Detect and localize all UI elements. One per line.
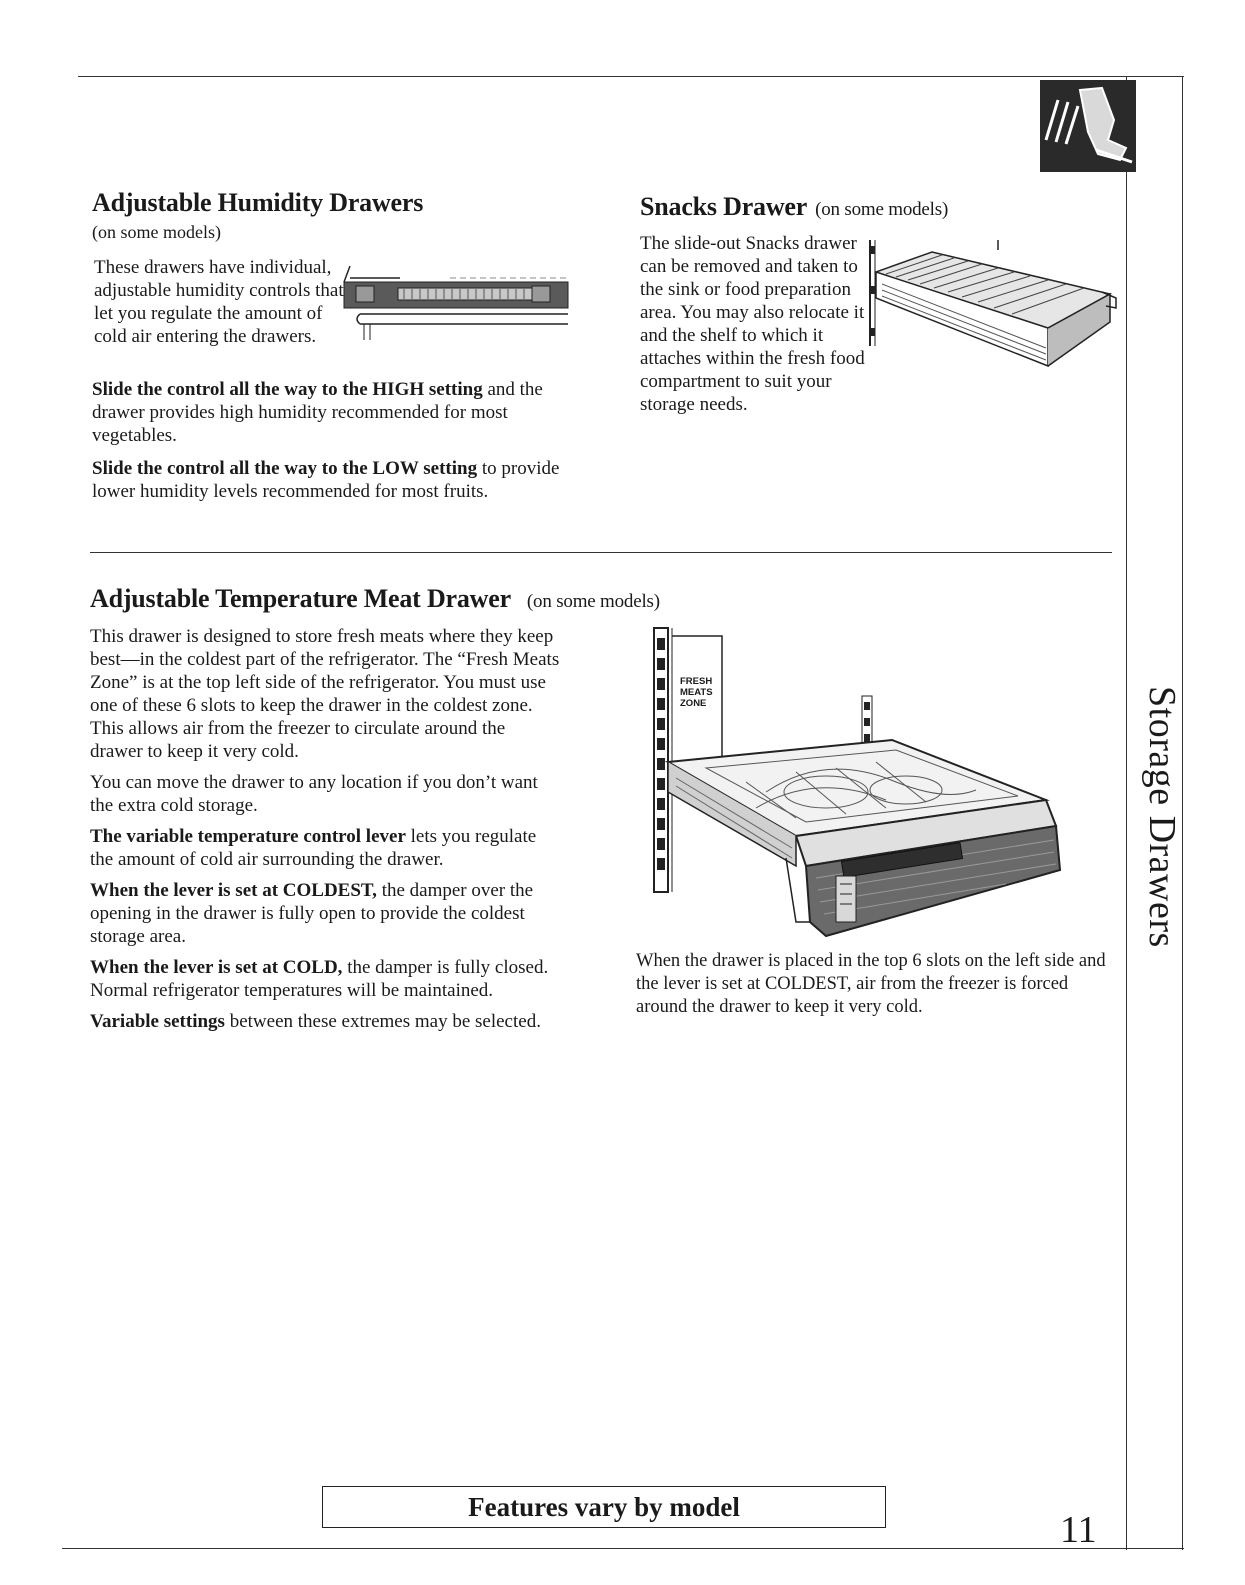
humidity-section bbox=[92, 188, 572, 253]
footer-box: Features vary by model bbox=[322, 1486, 886, 1528]
section-divider bbox=[90, 552, 1112, 553]
meat-title-text: Adjustable Temperature Meat Drawer bbox=[90, 584, 511, 613]
snacks-drawer-illustration bbox=[862, 236, 1120, 386]
humidity-high-text: and the drawer provides high humidity recommended for most vegetables. bbox=[92, 379, 543, 446]
section-tab-label: Storage Drawers bbox=[1141, 686, 1183, 948]
tab-divider bbox=[1126, 76, 1127, 1550]
page-number: 11 bbox=[1060, 1509, 1097, 1551]
meat-title bbox=[90, 584, 730, 614]
hand-press-icon bbox=[1040, 80, 1136, 172]
meat-p4-bold: When the lever is set at COLDEST, bbox=[90, 880, 377, 901]
humidity-low-bold: Slide the control all the way to the LOW setting bbox=[92, 458, 478, 479]
meat-p5-text: the damper is fully closed. Normal refrigerator temperatures will be maintained. bbox=[90, 957, 549, 1001]
meat-paragraph-2: You can move the drawer to any location if you don’t want the extra cold storage. bbox=[90, 772, 538, 816]
humidity-low-paragraph bbox=[92, 457, 572, 503]
humidity-title: Adjustable Humidity Drawers bbox=[92, 188, 424, 217]
snacks-title bbox=[640, 192, 1100, 222]
humidity-settings bbox=[92, 378, 572, 511]
meat-p6-text: between these extremes may be selected. bbox=[224, 1011, 541, 1032]
humidity-intro bbox=[94, 256, 356, 356]
meat-paragraph-5 bbox=[90, 956, 562, 1002]
humidity-low-text: to provide lower humidity levels recommended for most fruits. bbox=[92, 458, 560, 502]
zone-label-line-1: FRESH bbox=[680, 676, 713, 687]
meat-section-header bbox=[90, 584, 730, 614]
meat-body bbox=[90, 625, 562, 1041]
meat-p3-text: lets you regulate the amount of cold air surrounding the drawer. bbox=[90, 826, 537, 870]
fresh-meats-zone-label bbox=[680, 676, 713, 709]
snacks-note: (on some models) bbox=[815, 199, 949, 220]
meat-drawer-illustration bbox=[646, 622, 1086, 942]
meat-drawer-caption bbox=[636, 950, 1106, 1019]
meat-paragraph-1: This drawer is designed to store fresh meats where they keep best—in the coldest part of the refrigerator. The “Fresh Meats Zone” is at the top left side of the refrigerator. You must use one of these 6 slots to keep the drawer in the coldest zone. This allows air from the freezer to circulate around the drawer to keep it very cold. bbox=[90, 626, 560, 762]
humidity-high-paragraph bbox=[92, 378, 572, 447]
meat-caption-text: When the drawer is placed in the top 6 slots on the left side and the lever is set at COLDEST, air from the freezer is forced around the drawer to keep it very cold. bbox=[636, 951, 1106, 1017]
bottom-rule bbox=[62, 1548, 1184, 1549]
humidity-intro-text: These drawers have individual, adjustable humidity controls that let you regulate the amount of cold air entering the drawers. bbox=[94, 257, 344, 347]
snacks-text: The slide-out Snacks drawer can be removed and taken to the sink or food preparation area. You may also relocate it and the shelf to which it attaches within the fresh food compartment to suit your storage needs. bbox=[640, 233, 865, 415]
snacks-section bbox=[640, 192, 1100, 222]
humidity-high-bold: Slide the control all the way to the HIGH setting bbox=[92, 379, 483, 400]
humidity-control-illustration bbox=[340, 258, 572, 348]
meat-paragraph-4 bbox=[90, 879, 562, 948]
humidity-subtitle: (on some models) bbox=[92, 222, 221, 242]
meat-paragraph-6 bbox=[90, 1010, 562, 1033]
snacks-title-text: Snacks Drawer bbox=[640, 192, 808, 221]
zone-label-line-2: MEATS bbox=[680, 687, 713, 698]
meat-paragraph-3 bbox=[90, 825, 562, 871]
meat-p6-bold: Variable settings bbox=[90, 1011, 225, 1032]
meat-p3-bold: The variable temperature control lever bbox=[90, 826, 406, 847]
meat-note: (on some models) bbox=[526, 591, 660, 612]
snacks-body bbox=[640, 232, 880, 424]
meat-p5-bold: When the lever is set at COLD, bbox=[90, 957, 343, 978]
top-rule bbox=[78, 76, 1184, 77]
meat-p4-text: the damper over the opening in the drawer is fully open to provide the coldest storage area. bbox=[90, 880, 534, 947]
zone-label-line-3: ZONE bbox=[680, 698, 707, 709]
